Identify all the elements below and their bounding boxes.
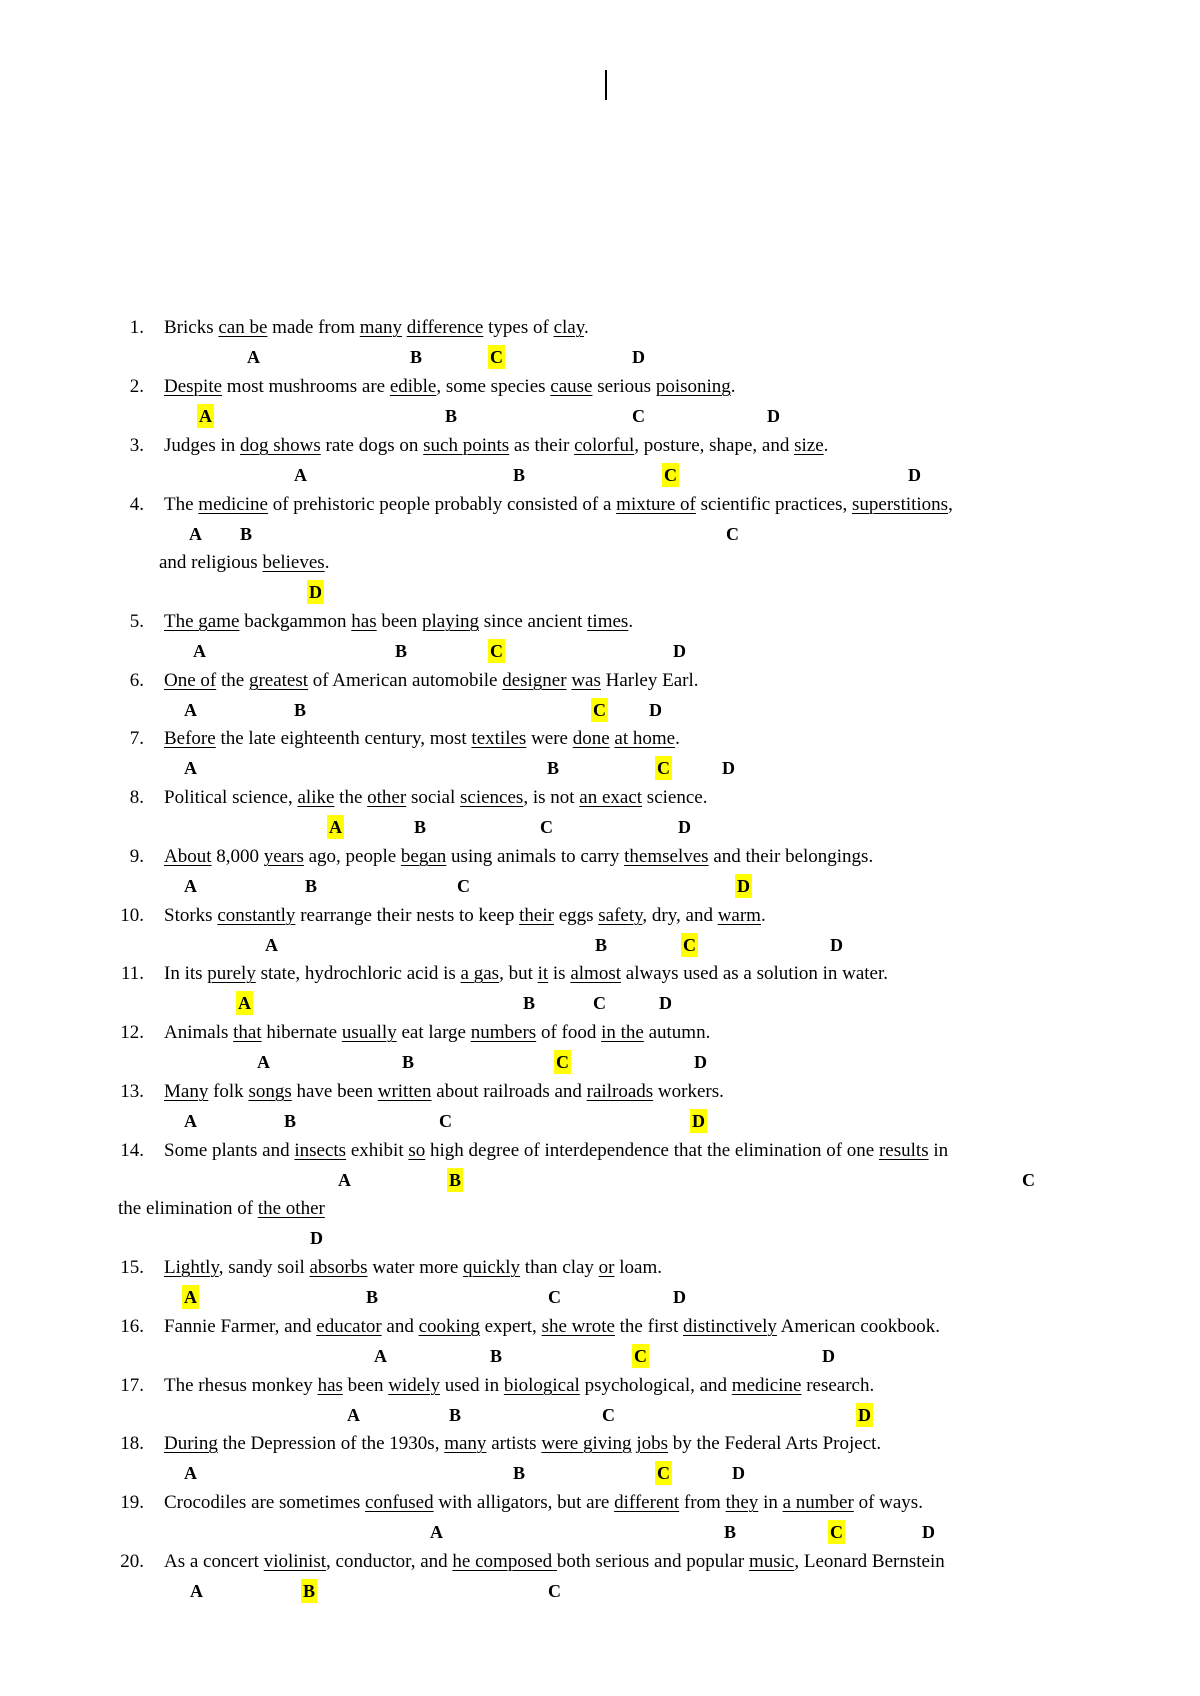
underlined-option-text: their — [519, 905, 554, 926]
underlined-option-text: numbers — [470, 1022, 537, 1043]
answer-letter: D — [659, 993, 672, 1013]
answer-letter: C — [726, 524, 739, 544]
sentence-text: about railroads and — [431, 1081, 587, 1102]
underlined-option-text: purely — [207, 963, 256, 984]
sentence-text: science. — [642, 787, 708, 808]
underlined-option-text: Before — [164, 728, 216, 749]
sentence-text: , Leonard Bernstein — [794, 1551, 945, 1572]
underlined-option-text: greatest — [248, 670, 309, 691]
sentence-text: in — [928, 1140, 949, 1161]
question-sentence — [164, 786, 707, 810]
sentence-text: Bricks — [164, 317, 219, 338]
sentence-text: Some plants and — [164, 1140, 295, 1161]
sentence-text: scientific practices, — [695, 494, 853, 515]
question-number: 1. — [129, 317, 144, 338]
question-sentence — [164, 669, 698, 693]
sentence-text: eggs — [553, 905, 599, 926]
sentence-text: , posture, shape, and — [634, 435, 795, 456]
question-number: 3. — [129, 435, 144, 456]
sentence-text: Fannie Farmer, and — [164, 1316, 317, 1337]
answer-letter: B — [414, 817, 427, 837]
question-sentence — [164, 610, 633, 634]
answer-letter-highlighted: C — [657, 1463, 670, 1483]
answer-letter: C — [548, 1581, 561, 1601]
answer-letter: A — [193, 641, 206, 661]
underlined-option-text: violinist — [263, 1551, 327, 1572]
sentence-text: water more — [367, 1257, 464, 1278]
underlined-option-text: quickly — [463, 1257, 521, 1278]
answer-letter-highlighted: B — [449, 1170, 462, 1190]
sentence-text: Storks — [164, 905, 218, 926]
underlined-option-text: believes — [262, 552, 325, 573]
sentence-text: Crocodiles are sometimes — [164, 1492, 366, 1513]
answer-letter: A — [184, 1111, 197, 1131]
answer-letter: B — [395, 641, 408, 661]
underlined-option-text: years — [263, 846, 304, 867]
sentence-text: loam. — [614, 1257, 662, 1278]
answer-letter: C — [540, 817, 553, 837]
answer-letter: D — [649, 700, 662, 720]
sentence-text: have been — [291, 1081, 378, 1102]
sentence-text: the Depression of the 1930s, — [217, 1433, 445, 1454]
underlined-option-text: colorful — [574, 435, 635, 456]
underlined-option-text: that — [233, 1022, 262, 1043]
underlined-option-text: in the — [601, 1022, 644, 1043]
sentence-text: most mushrooms are — [222, 376, 390, 397]
question-sentence — [164, 316, 589, 340]
answer-letter-highlighted: A — [199, 406, 212, 426]
sentence-text: both serious and popular — [556, 1551, 749, 1572]
answer-letter: D — [310, 1228, 323, 1248]
underlined-option-text: medicine — [731, 1375, 802, 1396]
sentence-text: the elimination of — [118, 1198, 258, 1219]
answer-letter-highlighted: C — [664, 465, 677, 485]
sentence-text: Judges in — [164, 435, 240, 456]
underlined-option-text: it — [537, 963, 549, 984]
underlined-option-text: themselves — [624, 846, 709, 867]
sentence-text: , dry, and — [642, 905, 718, 926]
question-number: 18. — [120, 1433, 144, 1454]
underlined-option-text: he composed — [452, 1551, 557, 1572]
answer-letter: D — [632, 347, 645, 367]
answer-letter: B — [513, 465, 526, 485]
answer-letter-highlighted: C — [490, 641, 503, 661]
sentence-text: and their belongings. — [708, 846, 874, 867]
answer-letter: A — [184, 876, 197, 896]
question-sentence — [164, 962, 888, 986]
underlined-option-text: Many — [164, 1081, 209, 1102]
answer-letter-highlighted: C — [490, 347, 503, 367]
sentence-text: , is not — [523, 787, 580, 808]
underlined-option-text: textiles — [471, 728, 527, 749]
underlined-option-text: different — [614, 1492, 680, 1513]
underlined-option-text: so — [408, 1140, 426, 1161]
underlined-option-text: written — [377, 1081, 432, 1102]
underlined-option-text: music — [748, 1551, 795, 1572]
answer-letter: B — [449, 1405, 462, 1425]
question-sentence — [164, 1080, 724, 1104]
sentence-text: , but — [499, 963, 538, 984]
answer-letter: A — [347, 1405, 360, 1425]
underlined-option-text: cooking — [418, 1316, 480, 1337]
sentence-text: used in — [439, 1375, 504, 1396]
question-number: 17. — [120, 1375, 144, 1396]
underlined-option-text: sciences — [460, 787, 524, 808]
answer-letter-highlighted: B — [303, 1581, 316, 1601]
sentence-text: . — [324, 552, 330, 573]
answer-letter: A — [265, 935, 278, 955]
answer-letter: D — [922, 1522, 935, 1542]
underlined-option-text: the other — [257, 1198, 325, 1219]
underlined-option-text: educator — [316, 1316, 382, 1337]
underlined-option-text: results — [878, 1140, 929, 1161]
sentence-text: serious — [592, 376, 656, 397]
underlined-option-text: medicine — [198, 494, 268, 515]
sentence-text: high degree of interdependence that the elimination of one — [425, 1140, 879, 1161]
underlined-option-text: difference — [406, 317, 484, 338]
answer-letter: B — [366, 1287, 379, 1307]
question-number: 5. — [129, 611, 144, 632]
underlined-option-text: safety — [598, 905, 643, 926]
answer-letter: A — [257, 1052, 270, 1072]
question-sentence — [164, 493, 953, 517]
answer-letter: A — [184, 700, 197, 720]
answer-letter: B — [402, 1052, 415, 1072]
sentence-text: been — [342, 1375, 389, 1396]
question-sentence — [164, 1374, 874, 1398]
question-sentence-continuation — [159, 551, 329, 575]
sentence-text: psychological, and — [579, 1375, 732, 1396]
sentence-text: Harley Earl. — [600, 670, 699, 691]
answer-letter: D — [908, 465, 921, 485]
question-number: 15. — [120, 1257, 144, 1278]
question-sentence — [164, 727, 680, 751]
underlined-option-text: dog shows — [240, 435, 321, 456]
sentence-text: The rhesus monkey — [164, 1375, 318, 1396]
answer-letter: B — [410, 347, 423, 367]
sentence-text: as their — [509, 435, 575, 456]
underlined-option-text: During — [164, 1433, 218, 1454]
sentence-text: and — [381, 1316, 419, 1337]
question-number: 19. — [120, 1492, 144, 1513]
question-sentence — [164, 904, 766, 928]
question-sentence — [164, 845, 873, 869]
answer-letter: D — [822, 1346, 835, 1366]
sentence-text: is — [548, 963, 571, 984]
answer-letter-highlighted: C — [593, 700, 606, 720]
sentence-text: autumn. — [643, 1022, 711, 1043]
answer-letter: B — [513, 1463, 526, 1483]
answer-letter: D — [732, 1463, 745, 1483]
sentence-text: always used as a solution in water. — [621, 963, 889, 984]
answer-letter-highlighted: D — [858, 1405, 871, 1425]
answer-letter: C — [602, 1405, 615, 1425]
answer-letter: A — [189, 524, 202, 544]
answer-letter: A — [247, 347, 260, 367]
underlined-option-text: almost — [570, 963, 622, 984]
underlined-option-text: One of — [164, 670, 217, 691]
sentence-text: eat large — [396, 1022, 471, 1043]
sentence-text: hibernate — [261, 1022, 342, 1043]
question-sentence — [164, 1491, 923, 1515]
sentence-text: . — [628, 611, 634, 632]
sentence-text: with alligators, but are — [433, 1492, 615, 1513]
question-number: 14. — [120, 1140, 144, 1161]
underlined-option-text: biological — [503, 1375, 580, 1396]
underlined-option-text: was — [571, 670, 601, 691]
underlined-option-text: distinctively — [682, 1316, 777, 1337]
answer-letter: C — [593, 993, 606, 1013]
answer-letter: B — [445, 406, 458, 426]
answer-letter: B — [294, 700, 307, 720]
sentence-text: , sandy soil — [218, 1257, 310, 1278]
question-number: 20. — [120, 1551, 144, 1572]
answer-letter-highlighted: A — [238, 993, 251, 1013]
answer-letter: D — [673, 641, 686, 661]
sentence-text: ago, people — [303, 846, 401, 867]
underlined-option-text: About — [164, 846, 212, 867]
answer-letter: A — [294, 465, 307, 485]
sentence-text: the — [334, 787, 368, 808]
sentence-text: by the Federal Arts Project. — [668, 1433, 882, 1454]
sentence-text: research. — [801, 1375, 875, 1396]
answer-letter: D — [767, 406, 780, 426]
underlined-option-text: such points — [423, 435, 510, 456]
answer-letter-highlighted: D — [309, 582, 322, 602]
underlined-option-text: absorbs — [309, 1257, 368, 1278]
sentence-text: artists — [486, 1433, 542, 1454]
sentence-text: Animals — [164, 1022, 234, 1043]
underlined-option-text: at home — [614, 728, 676, 749]
answer-letter: D — [694, 1052, 707, 1072]
sentence-text: The — [164, 494, 199, 515]
underlined-option-text: can be — [218, 317, 268, 338]
sentence-text: of ways. — [853, 1492, 923, 1513]
sentence-text: the late eighteenth century, most — [215, 728, 472, 749]
question-sentence — [164, 1432, 881, 1456]
sentence-text: since ancient — [479, 611, 588, 632]
answer-letter: D — [678, 817, 691, 837]
answer-letter: A — [184, 758, 197, 778]
question-number: 12. — [120, 1022, 144, 1043]
question-number: 11. — [120, 963, 144, 984]
underlined-option-text: began — [400, 846, 447, 867]
sentence-text: made from — [267, 317, 360, 338]
underlined-option-text: railroads — [586, 1081, 654, 1102]
sentence-text: , some species — [436, 376, 551, 397]
sentence-text: . — [675, 728, 680, 749]
question-sentence — [164, 434, 828, 458]
underlined-option-text: playing — [422, 611, 479, 632]
sentence-text: expert, — [479, 1316, 542, 1337]
sentence-text: of prehistoric people probably consisted of a — [267, 494, 617, 515]
sentence-text: 8,000 — [211, 846, 264, 867]
sentence-text: using animals to carry — [446, 846, 625, 867]
underlined-option-text: a number — [782, 1492, 854, 1513]
underlined-option-text: confused — [365, 1492, 434, 1513]
question-sentence — [164, 1550, 945, 1574]
sentence-text: rearrange their nests to keep — [295, 905, 520, 926]
underlined-option-text: warm — [717, 905, 761, 926]
sentence-text: In its — [164, 963, 208, 984]
question-number: 10. — [120, 905, 144, 926]
answer-letter: A — [184, 1463, 197, 1483]
underlined-option-text: widely — [388, 1375, 440, 1396]
answer-letter: B — [305, 876, 318, 896]
sentence-text: of American automobile — [308, 670, 503, 691]
answer-letter: D — [830, 935, 843, 955]
underlined-option-text: The game — [164, 611, 240, 632]
underlined-option-text: were giving — [541, 1433, 632, 1454]
underlined-option-text: has — [351, 611, 377, 632]
underlined-option-text: poisoning — [655, 376, 731, 397]
question-number: 16. — [120, 1316, 144, 1337]
question-number: 13. — [120, 1081, 144, 1102]
answer-letter-highlighted: C — [556, 1052, 569, 1072]
answer-letter: C — [632, 406, 645, 426]
answer-letter-highlighted: C — [683, 935, 696, 955]
answer-letter: C — [548, 1287, 561, 1307]
sentence-text: . — [583, 317, 589, 338]
underlined-option-text: Despite — [164, 376, 223, 397]
underlined-option-text: she wrote — [541, 1316, 615, 1337]
sentence-text: exhibit — [346, 1140, 409, 1161]
answer-letter-highlighted: C — [634, 1346, 647, 1366]
sentence-text: American cookbook. — [776, 1316, 940, 1337]
question-sentence — [164, 375, 736, 399]
answer-letter-highlighted: C — [830, 1522, 843, 1542]
question-number: 6. — [129, 670, 144, 691]
underlined-option-text: other — [367, 787, 407, 808]
sentence-text: of food — [536, 1022, 602, 1043]
underlined-option-text: mixture of — [616, 494, 696, 515]
underlined-option-text: many — [359, 317, 402, 338]
answer-letter-highlighted: A — [184, 1287, 197, 1307]
sentence-text: were — [526, 728, 573, 749]
underlined-option-text: jobs — [636, 1433, 668, 1454]
question-sentence — [164, 1315, 940, 1339]
underlined-option-text: times — [587, 611, 629, 632]
underlined-option-text: edible — [389, 376, 437, 397]
sentence-text: , conductor, and — [326, 1551, 453, 1572]
answer-letter: A — [190, 1581, 203, 1601]
answer-letter-highlighted: D — [692, 1111, 705, 1131]
underlined-option-text: size — [794, 435, 824, 456]
underlined-option-text: they — [725, 1492, 759, 1513]
answer-letter-highlighted: A — [329, 817, 342, 837]
underlined-option-text: songs — [248, 1081, 292, 1102]
answer-letter: D — [673, 1287, 686, 1307]
answer-letter: B — [240, 524, 253, 544]
underlined-option-text: Lightly — [164, 1257, 219, 1278]
sentence-text: from — [679, 1492, 726, 1513]
sentence-text: . — [760, 905, 766, 926]
sentence-text: types of — [483, 317, 554, 338]
answer-letter: A — [430, 1522, 443, 1542]
underlined-option-text: clay — [553, 317, 584, 338]
question-number: 8. — [129, 787, 144, 808]
sentence-text: As a concert — [164, 1551, 264, 1572]
answer-letter: C — [1022, 1170, 1035, 1190]
sentence-text: and religious — [159, 552, 263, 573]
question-sentence — [164, 1139, 948, 1163]
underlined-option-text: has — [317, 1375, 343, 1396]
question-number: 2. — [129, 376, 144, 397]
answer-letter: A — [338, 1170, 351, 1190]
sentence-text: than clay — [520, 1257, 599, 1278]
underlined-option-text: a gas — [460, 963, 500, 984]
answer-letter-highlighted: D — [737, 876, 750, 896]
sentence-text: state, hydrochloric acid is — [255, 963, 461, 984]
sentence-text: , — [948, 494, 953, 515]
underlined-option-text: an exact — [579, 787, 643, 808]
sentence-text: been — [376, 611, 422, 632]
sentence-text: Political science, — [164, 787, 298, 808]
underlined-option-text: alike — [297, 787, 335, 808]
sentence-text: the first — [614, 1316, 683, 1337]
underlined-option-text: done — [572, 728, 610, 749]
sentence-text: the — [216, 670, 249, 691]
answer-letter: B — [490, 1346, 503, 1366]
question-sentence — [164, 1021, 710, 1045]
answer-letter: B — [595, 935, 608, 955]
answer-letter: D — [722, 758, 735, 778]
sentence-text: social — [406, 787, 461, 808]
answer-letter-highlighted: C — [657, 758, 670, 778]
sentence-text: folk — [208, 1081, 249, 1102]
underlined-option-text: cause — [550, 376, 593, 397]
sentence-text: . — [730, 376, 736, 397]
answer-letter: B — [523, 993, 536, 1013]
underlined-option-text: many — [444, 1433, 487, 1454]
sentence-text: . — [823, 435, 829, 456]
sentence-text: backgammon — [239, 611, 352, 632]
sentence-text: in — [758, 1492, 783, 1513]
underlined-option-text: insects — [294, 1140, 347, 1161]
sentence-text: workers. — [653, 1081, 724, 1102]
underlined-option-text: constantly — [217, 905, 296, 926]
underlined-option-text: designer — [502, 670, 567, 691]
sentence-text: rate dogs on — [320, 435, 424, 456]
underlined-option-text: usually — [341, 1022, 397, 1043]
underlined-option-text: or — [598, 1257, 615, 1278]
question-number: 7. — [129, 728, 144, 749]
question-sentence — [164, 1256, 662, 1280]
text-cursor — [605, 70, 607, 100]
underlined-option-text: superstitions — [852, 494, 949, 515]
question-sentence-continuation — [118, 1197, 325, 1221]
answer-letter: B — [284, 1111, 297, 1131]
answer-letter: A — [374, 1346, 387, 1366]
answer-letter: B — [547, 758, 560, 778]
answer-letter: C — [457, 876, 470, 896]
answer-letter: B — [724, 1522, 737, 1542]
answer-letter: C — [439, 1111, 452, 1131]
question-number: 4. — [129, 494, 144, 515]
question-number: 9. — [129, 846, 144, 867]
